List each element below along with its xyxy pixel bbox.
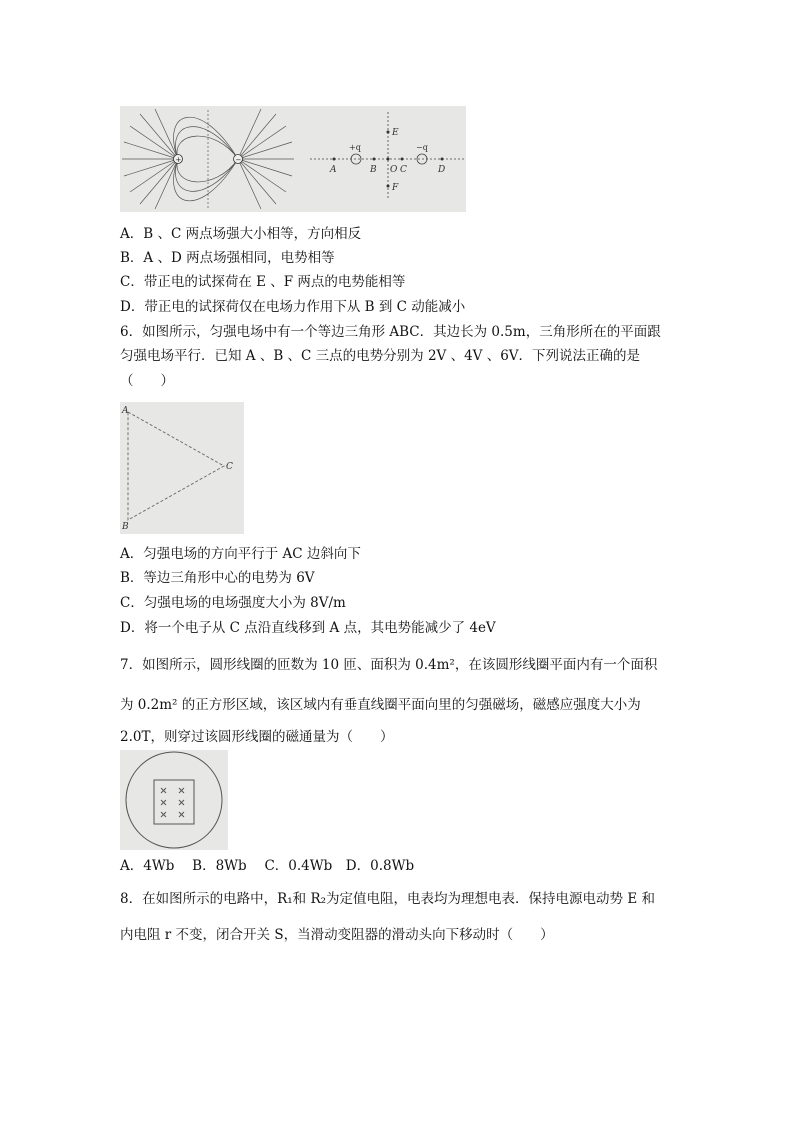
- q6-stem-line1: 6．如图所示，匀强电场中有一个等边三角形 ABC．其边长为 0.5m，三角形所在的平面跟: [120, 324, 661, 340]
- q7-options: A．4Wb B．8Wb C．0.4Wb D．0.8Wb: [120, 858, 415, 874]
- q6-stem-line3: （ ）: [120, 373, 174, 389]
- q7-stem-line3: 2.0T，则穿过该圆形线圈的磁通量为（ ）: [120, 729, 394, 745]
- label-A: A: [330, 165, 337, 175]
- q5-option-c: C．带正电的试探荷在 E 、F 两点的电势能相等: [120, 274, 406, 290]
- q6-option-c: C．匀强电场的电场强度大小为 8V/m: [120, 595, 346, 611]
- field-lines-left: [122, 109, 294, 209]
- coil-diagram: [120, 750, 228, 850]
- q7-stem-line2: 为 0.2m² 的正方形区域，该区域内有垂直线圈平面向里的匀强磁场，磁感应强度大小为: [120, 697, 641, 713]
- coil-figure: [120, 750, 228, 850]
- field-lines-figure: [120, 106, 466, 212]
- q5-option-b: B．A 、D 两点场强相同，电势相等: [120, 250, 335, 266]
- q5-option-a: A．B 、C 两点场强大小相等，方向相反: [120, 226, 362, 242]
- label-O: O: [390, 165, 398, 175]
- label-E: E: [392, 128, 399, 138]
- label-D: D: [438, 165, 446, 175]
- q8-stem-line1: 8．在如图所示的电路中，R₁和 R₂为定值电阻，电表均为理想电表．保持电源电动势 E 和: [120, 891, 655, 907]
- q7-stem-line1: 7．如图所示，圆形线圈的匝数为 10 匝、面积为 0.4m²，在该圆形线圈平面内有一个面积: [120, 657, 658, 673]
- q6-stem-line2: 匀强电场平行．已知 A 、B 、C 三点的电势分别为 2V 、4V 、6V．下列说法正确的是: [120, 348, 641, 364]
- label-minus-q: −q: [416, 143, 428, 152]
- label-C: C: [400, 165, 407, 175]
- field-into-page-marks: [161, 788, 184, 817]
- vertex-B: B: [122, 522, 129, 532]
- label-B: B: [370, 165, 377, 175]
- q5-option-d: D．带正电的试探荷仅在电场力作用下从 B 到 C 动能减小: [120, 299, 466, 315]
- q8-stem-line2: 内电阻 r 不变，闭合开关 S，当滑动变阻器的滑动头向下移动时（ ）: [120, 927, 554, 943]
- label-plus-q: +q: [349, 143, 361, 152]
- vertex-C: C: [226, 462, 233, 472]
- triangle-figure: [120, 402, 244, 534]
- q6-option-a: A．匀强电场的方向平行于 AC 边斜向下: [120, 546, 361, 562]
- q6-option-d: D．将一个电子从 C 点沿直线移到 A 点，其电势能减少了 4eV: [120, 620, 496, 636]
- label-F: F: [392, 183, 399, 193]
- positive-sign: +: [175, 156, 182, 164]
- field-square: [154, 780, 194, 824]
- negative-sign: −: [235, 156, 242, 164]
- axis-diagram: [310, 112, 464, 200]
- q6-option-b: B．等边三角形中心的电势为 6V: [120, 570, 315, 586]
- field-lines-diagram: [120, 106, 466, 212]
- vertex-A: A: [122, 406, 129, 416]
- triangle-diagram: [120, 402, 244, 534]
